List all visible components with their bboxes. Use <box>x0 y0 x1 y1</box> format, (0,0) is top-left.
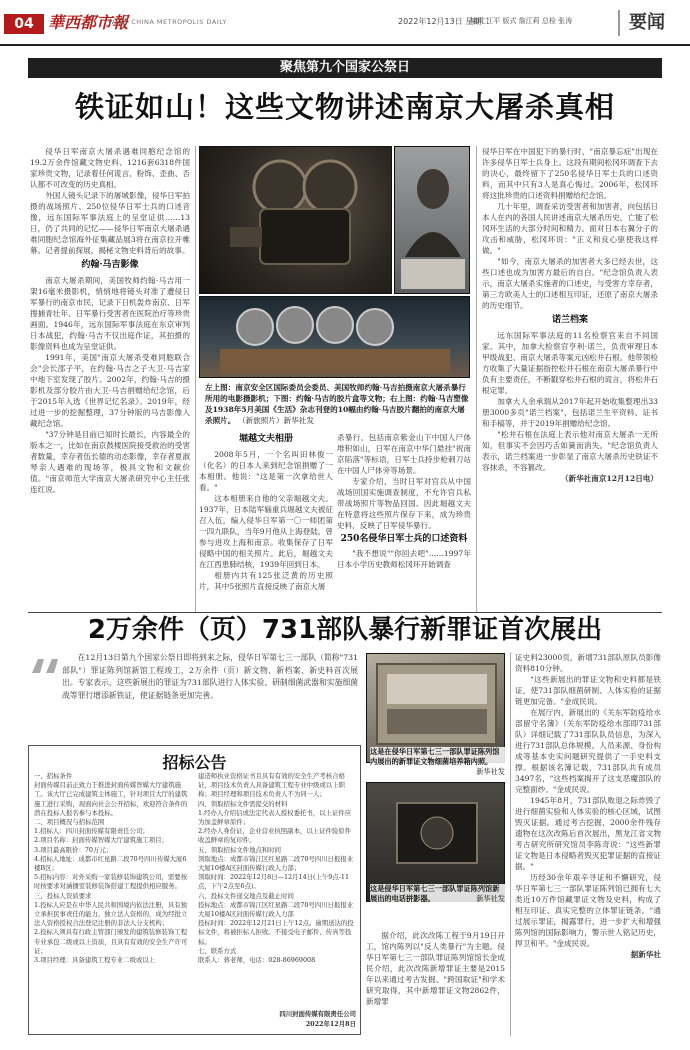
section-label: 要闻 <box>618 10 674 36</box>
article2-col-right <box>515 652 661 1038</box>
article1-col4 <box>482 146 658 612</box>
paragraph: 据介绍，此次改陈工程于9月19日开工，馆内陈列以"反人类暴行"为主题。侵华日军第七三一部队罪证陈列馆馆长金成民介绍，此次改陈新增罪证主要是2015年以来通过考古发掘、"跨国取证"和学术研究取得，其中新增罪证文物2862件，新增罪 <box>366 931 505 1006</box>
photo-credit: （新旅照片）新华社发 <box>238 416 314 425</box>
paragraph: 这本相册来自他的父亲堀越文夫。1937年，日本陆军辎重兵堀越文夫被征召入伍，编入侵华日军第一〇一师团第一四九联队，当年9月他从上海登陆，曾参与进攻上海和南京。收集保存了日军侵略中国的相关照片。此后，堀越文夫在江西患肺结核，1939年回到日本。 <box>199 494 333 569</box>
paragraph: "松井石根在法庭上表示他对南京大屠杀一无所知，但事实不会因巧舌如簧而消失。"纪念馆负责人表示，诺兰档案进一步彰显了南京大屠杀历史铁证不容抹杀，不容篡改。 <box>482 430 658 472</box>
paragraph: 证史料23000页，新增731部队原队员影像资料810分钟。 <box>515 653 661 673</box>
byline: 据新华社 <box>630 950 661 959</box>
article1-col3 <box>337 432 471 612</box>
photo-credit: 新华社发 <box>476 894 505 903</box>
column-divider <box>510 652 511 1036</box>
masthead-rule <box>0 44 690 46</box>
lead-paragraph: 在12月13日第九个国家公祭日即将到来之际，侵华日军第七三一部队（简称"731部队"）罪证陈列馆新馆工程竣工，2万余件（页）新文物、新档案、新史料首次展出。专家表示，这些新展出的罪证为731部队进行人体实验、研制细菌武器和实施细菌战等罪行增添新铁证，使证据链条更加完善。 <box>62 653 358 700</box>
page-number: 04 <box>4 14 44 34</box>
article1-col2 <box>199 432 333 612</box>
paragraph: 南京大屠杀期间，美国牧师约翰·马吉用一架16毫米摄影机，悄悄地将镜头对准了遭侵日军暴行的南京市民，记录下日机轰炸南京、日军搜捕青壮年、日军暴行受害者在医院治疗等珍贵画面。1946年，远东国际军事法庭在东京审判日本战犯，约翰·马吉不仅出庭作证，其拍摄的影像资料也成为呈堂证供。 <box>30 276 190 351</box>
movie-camera-icon <box>200 147 392 294</box>
notice-col-right: 建造师执业资格证书且具有有效的安全生产考核合格证，项目技术负责人具备建筑工程专业中级或以上职称；项目经理和项目技术负责人不为同一人； 四、领取招标文件需提交的材料 1.经办人介绍信或法定代表人授权委托书，以上证件应为加盖鲜章原件； 2.经办人身份证，企业营业执照副本，以上证件验原件收盖鲜章的复印件。 五、领取招标文件地点和时间 领取地点：成都市锦江区红星路二段70号四川日报报业大厦10楼A区封面传媒行政人力部； 领取时间：2022年12月8日—12月14日(上午9点-11点，下午2点至6点)。 六、投标文件递交地点及截止时间 投标地点：成都市锦江区红星路二段70号四川日报报业大厦10楼A区封面传媒行政人力部 投标时间：2022年12月21日上午12点。逾期送达的投标文件，将被拒标人拒收。不接受电子邮件、传真等投标。 七、联系方式 联系人：蒋老师，电话：028-86969008 <box>198 772 354 965</box>
paragraph: 几十年里，调查采访受害者和加害者，向包括日本人在内的各国人民讲述南京大屠杀历史，亡能了松冈环生活的大部分时间和精力。面对日本右翼分子的攻击和威胁，松冈环说："正义和良心驱使我这样做。" <box>482 202 658 255</box>
paragraph: 在展厅内，新展出的《关东军防疫给水部留守名簿》（关东军防疫给水部即731部队）详细记载了731部队队员信息，为深入进行731部队总体规模、人员来源、身份构成等基本史实问题研究提供了一手史料支撑。根据该名簿记载，731部队共有成员3497名，"这些档案揭开了这支恶魔部队的完整面纱。"金成民说。 <box>515 708 661 794</box>
paragraph: 外国人镜头记录下的屠城影像，侵华日军拍摄的战场照片、250位侵华日军士兵的口述音像，远东国际军事法庭上的呈堂证供……13日，仍了共同的记忆——侵华日军南京大屠杀遇难同胞纪念馆海外征集藏品展3将在南京拉开帷幕。记者提前探展，揭秘文物史料背后的故事。 <box>30 191 190 255</box>
photo-credit: 新华社发 <box>476 767 505 776</box>
dateline-credit: （新华社南京12月12日电） <box>560 474 658 483</box>
issue-date: 2022年12月13日 星期二 <box>398 17 490 26</box>
paragraph: 侵华日军南京大屠杀遇难同胞纪念馆的19.2万余件馆藏文物史料、1216套6318件国家珍贵文物，记录着任何谎言、粉饰、歪曲、否认都不可改变的历史真相。 <box>30 147 190 189</box>
article2-col-mid <box>366 930 505 1036</box>
headline-731: 2万余件（页）731部队暴行新罪证首次展出 <box>87 615 603 645</box>
paragraph: 1945年8月，731部队败退之际炸毁了进行细菌实验和人体实验的核心区域，试图毁灭证据。通过考古挖掘，2000余件残存遗物在这次改陈后首次展出，黑龙江省文物考古研究所研究馆员李陈奇说："这些新罪证文物是日本侵略者毁灭犯罪证据的直接证据。" <box>515 796 661 871</box>
camera-photo <box>199 146 392 294</box>
paragraph: 相册内共有125张泛黄的历史照片，其中5张照片直接反映了南京大屠 <box>199 571 333 591</box>
paragraph: "这些新展出的罪证文物和史料都是铁证，使731部队细菌研制、人体实验的证据链更加完备。"金成民说。 <box>515 675 661 706</box>
newspaper-brand-en: WEST CHINA METROPOLIS DAILY <box>108 18 227 26</box>
paragraph: 2008年5月，一个名叫田林俊一（化名）的日本人来到纪念馆捐赠了一本相册。他说："这是第一次拿给世人看。" <box>199 450 333 492</box>
editor-credits: 编辑 江平 版式 詹江莉 总检 张涛 <box>470 17 573 25</box>
film-reels-photo <box>199 296 470 378</box>
paragraph: "37分钟是目前已知时长最长，内容最全的版本之一，比如在南京鼓楼医院接受救治的受害者数量，幸存者伍长德的动态影像，幸存者夏淑琴亲人遇难的现场等，极具文物和文献价值。"南京师范大学南京大屠杀研究中心主任张连红说。 <box>30 430 190 494</box>
magee-statue-photo <box>394 146 470 294</box>
subhead-nolan: 诺兰档案 <box>551 315 588 325</box>
paragraph: 远东国际军事法庭的11名检察官来自不同国家。其中，加拿大检察官亨利·诺兰，负责审理日本甲级战犯、南京大屠杀等案元凶松井石根。他带领检方收集了大量证据指控松井石根在南京大屠杀暴行中负有主要责任，不断戳穿松井石根的谎言，将松井石根定罪。 <box>482 331 658 395</box>
masthead <box>0 0 690 48</box>
column-divider <box>476 146 477 612</box>
photo-caption: 这是侵华日军第七三一部队罪证陈列馆新展出的电话拼影器。 新华社发 <box>370 884 505 903</box>
notice-col-left: 一、招标条件 封面传媒目前正致力于推进封面传媒智媒大厅建筑施工。该大厅已完成建筑主体施工，针对项目大厅的建筑施工进行采购，现面向社会公开招标，欢迎符合条件的潜在投标人报名参与本投标。 二、项目概况与招标范围 1.招标人：四川封面传媒有限责任公司； 2.项目名称：封面传媒智媒大厅建筑施工项目； 3.项目最高限价：70万元； 4.招标人地址：成都市红星路二段70号四川传媒大厦6楼B区； 5.招标内容：对外采购一家装修装饰建筑公司，需要按时按要求对涵播室装修装饰搭建工程提供相应服务。 三、投标人资质要求 1.投标人应是在中华人民共和国境内依法注册，具有独立承担民事责任的能力，独立法人资格的，成为经批立法人资格授权合法登记注册的非法人分支机构； 2.投标人须具有行政主管部门颁发的建筑装修装饰工程专业承包二级或以上资质，且具有有效的安全生产许可证； 3.项目经理：具备建筑工程专业二级或以上 <box>34 772 188 965</box>
photo-caption: 左上图：南京安全区国际委员会委员、美国牧师约翰·马吉拍摄南京大屠杀暴行所用的电影摄影机；下图：约翰·马吉的胶片盒等文物；右上图：约翰·马吉塑像及1938年5月美国《生活》杂志刊登的10幅由约翰·马吉胶片翻拍的南京大屠杀照片。 （新旅照片）新华社发 <box>205 383 469 425</box>
notice-signature: 四川封面传媒有限责任公司 <box>279 1010 356 1018</box>
notice-date: 2022年12月8日 <box>305 1020 356 1028</box>
paragraph: "我不想说""你回去吧"……1997年日本小学历史教师松冈环开始调查 <box>337 549 471 569</box>
paragraph: 专家介绍，当时日军对官兵从中国战场回国实施调查制度，不允许官兵私带战场照片等物品回国。因此堀越文夫在特意将这些照片保存下来，成为珍贵史料，反映了日军侵华暴行。 <box>337 477 471 530</box>
subhead-magee: 约翰·马吉影像 <box>81 260 139 270</box>
subhead-testimony: 250名侵华日军士兵的口述资料 <box>340 534 468 544</box>
paragraph: 杀暴行，包括南京紫金山下中国人尸体堆积如山，日军在南京中华门悬挂"祝南京陷落"等标语，日军士兵持步枪刺刀站在中国人尸体旁等场景。 <box>337 433 471 475</box>
paragraph: 加拿大人余承瑞从2017年起开始收集整理出33册3000多页"诺兰档案"，包括诺兰生平资料、证书和手稿等，并于2019年捐赠给纪念馆。 <box>482 397 658 428</box>
bust-statue-icon <box>395 147 470 294</box>
column-divider <box>195 146 196 612</box>
notice-title: 招标公告 <box>162 753 227 772</box>
paragraph: "如今，南京大屠杀的加害者大多已经去世，这些口述也成为加害方最后的自白。"纪念馆负责人表示，南京大屠杀实施者的口述史，与受害方幸存者，第三方欧美人士的口述相互印证，还原了南京大屠杀的历史细节。 <box>482 257 658 310</box>
banner-title: 聚焦第九个国家公祭日 <box>279 60 410 75</box>
photo-caption: 这是在侵华日军第七三一部队罪证陈列馆内展出的新罪证文物细菌培养箱内照。 新华社发 <box>370 747 505 776</box>
paragraph: 1991年，美国"南京大屠杀受难同胞联合会"会长邵子平，在约翰·马吉之子大卫·马吉家中地下室发现了胶片。2002年，约翰·马吉的摄影机及部分胶片由大卫·马吉捐赠给纪念馆，后于2015年入选《世界记忆名录》。2019年，经过进一步的挖掘整理，37分钟版的马吉影像入藏纪念馆。 <box>30 353 190 428</box>
paragraph: 历经30余年艰辛寻证和不懈研究，侵华日军第七三一部队罪证陈列馆已拥有七大类近10万件馆藏罪证文物及史料，构成了相互印证、真实完整的立体罪证链条。"通过展示罪证，揭露罪行，进一步扩大和增强陈列馆的国际影响力，警示世人铭记历史，捍卫和平。"金成民说。 <box>515 873 661 948</box>
subhead-horikoshi: 堀越文夫相册 <box>238 434 293 444</box>
newspaper-brand: 華西都市報 <box>48 13 129 32</box>
article1-col1 <box>30 146 190 612</box>
paragraph: 侵华日军在中国犯下的暴行时，"南京暴忘症"出现在许多侵华日军士兵身上。这段有期间松冈环调查下去的决心，最终留下了250名侵华日军士兵的口述资料，而其中只有3人是真心悔过。2006年，松冈环将这批珍贵的口述资料捐赠给纪念馆。 <box>482 147 658 200</box>
film-reel-icon <box>200 297 470 378</box>
quote-mark-icon <box>30 658 60 672</box>
headline-main: 铁证如山！这些文物讲述南京大屠杀真相 <box>74 90 615 124</box>
